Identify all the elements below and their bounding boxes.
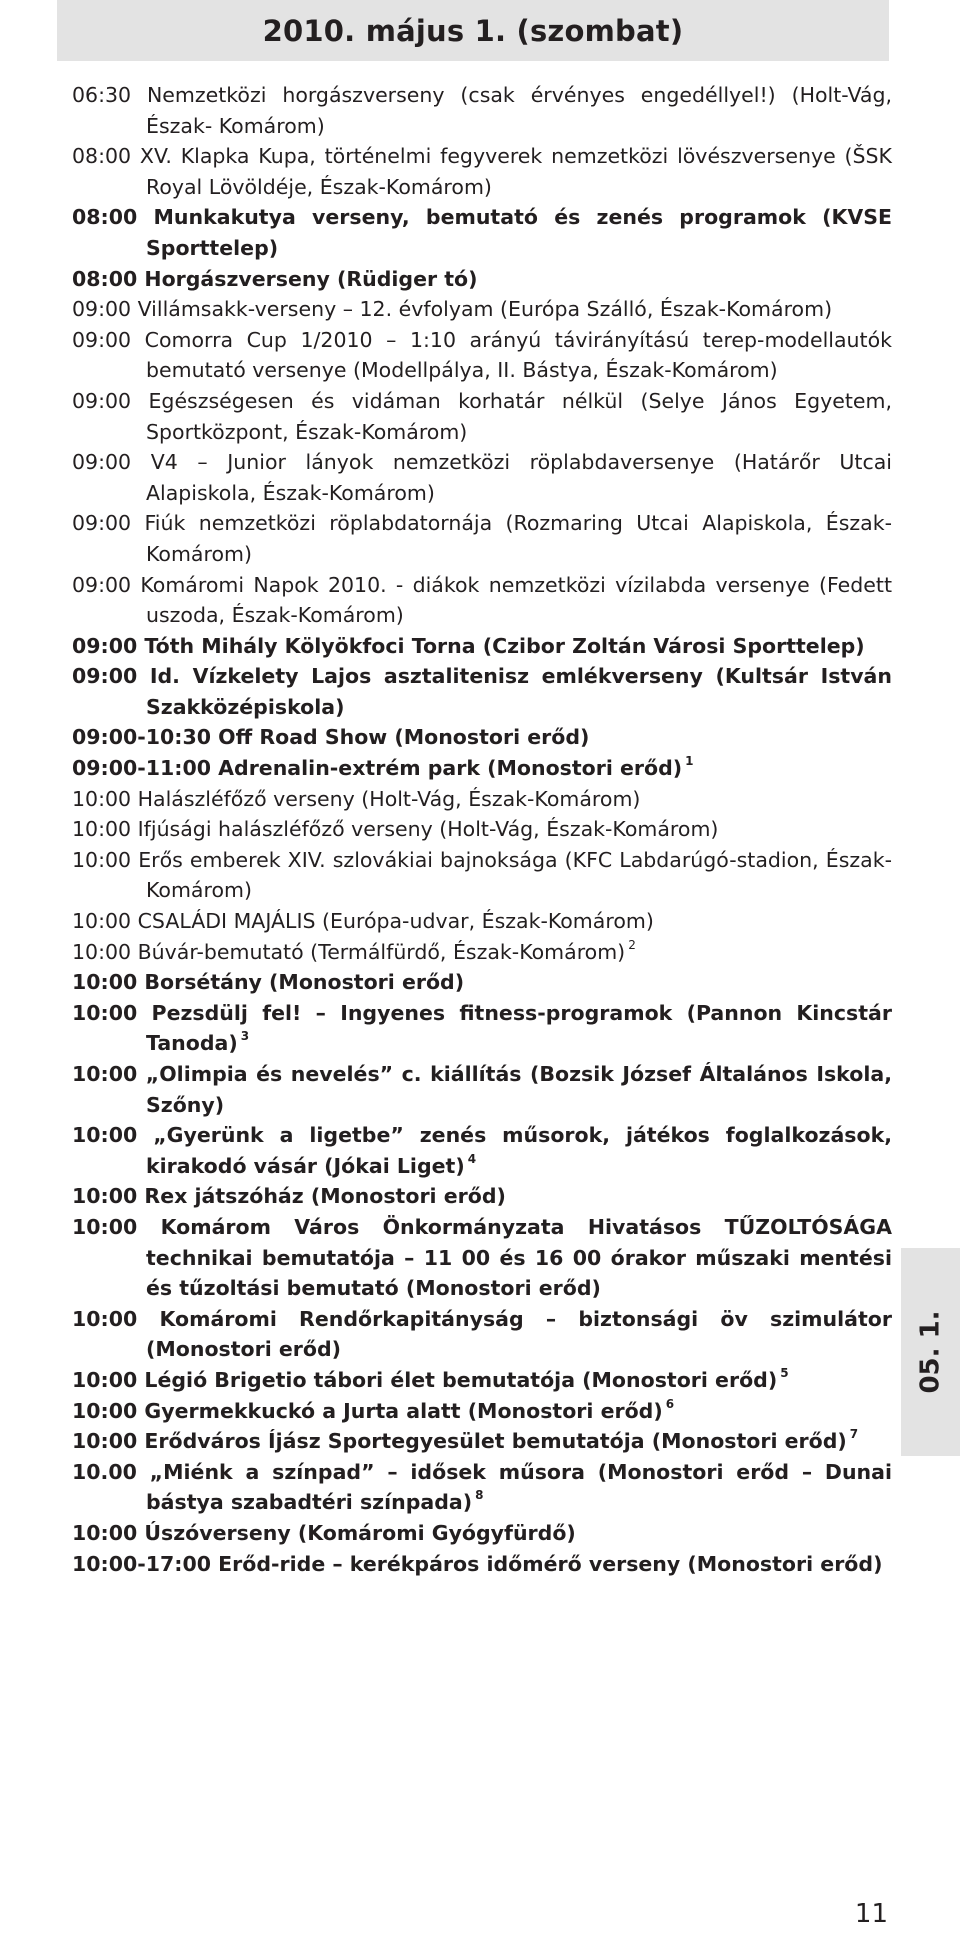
event-time: 10:00-17:00	[72, 1551, 212, 1576]
event-description: Adrenalin-extrém park (Monostori erőd)	[218, 756, 683, 781]
event-item	[72, 1304, 892, 1365]
event-description: „Miénk a színpad” – idősek műsora (Monostori erőd – Dunai bástya szabadtéri színpada)	[146, 1459, 892, 1515]
event-description: Erős emberek XIV. szlovákiai bajnoksága (KFC Labdarúgó-stadion, Észak-Komárom)	[138, 847, 892, 903]
footnote-marker: 2	[628, 937, 636, 952]
event-description: Tóth Mihály Kölyökfoci Torna (Czibor Zoltán Városi Sporttelep)	[144, 633, 865, 658]
footnote-marker: 7	[849, 1427, 859, 1442]
event-time: 10:00	[72, 1000, 138, 1025]
event-item	[72, 967, 892, 998]
event-time: 09:00	[72, 297, 132, 322]
event-item	[72, 1549, 892, 1580]
event-item	[72, 570, 892, 631]
event-description: V4 – Junior lányok nemzetközi röplabdaversenye (Határőr Utcai Alapiskola, Észak-Komárom)	[146, 450, 892, 505]
event-item	[72, 1059, 892, 1120]
event-time: 10:00	[72, 1214, 138, 1239]
footnote-marker: 1	[685, 754, 694, 769]
footnote-marker: 3	[240, 1029, 250, 1044]
event-time: 10:00	[72, 1398, 138, 1423]
event-item	[72, 631, 892, 662]
event-time: 09:00	[72, 572, 132, 597]
page-number: 11	[854, 1899, 888, 1929]
event-item	[72, 998, 892, 1059]
event-description: Úszóverseny (Komáromi Gyógyfürdő)	[144, 1520, 576, 1545]
event-time: 10:00	[72, 1367, 138, 1392]
event-time: 10:00	[72, 909, 132, 934]
event-description: Ifjúsági halászléfőző verseny (Holt-Vág, Észak-Komárom)	[137, 817, 719, 842]
event-description: Komáromi Napok 2010. - diákok nemzetközi vízilabda versenye (Fedett uszoda, Észak-Komárom)	[140, 572, 892, 628]
event-description: Off Road Show (Monostori erőd)	[218, 725, 590, 750]
event-item	[72, 141, 892, 202]
event-item	[72, 722, 892, 753]
event-time: 10:00	[72, 1184, 138, 1209]
event-time: 06:30	[72, 83, 132, 107]
event-time: 09:00	[72, 633, 138, 658]
event-time: 10:00	[72, 939, 132, 964]
event-item	[72, 1120, 892, 1181]
event-item	[72, 845, 892, 906]
event-time: 09:00	[72, 450, 132, 475]
event-description: Comorra Cup 1/2010 – 1:10 arányú távirányítású terep-modellautók bemutató versenye (Modellpálya, II. Bástya, Észak-Komárom)	[144, 327, 892, 383]
event-item	[72, 906, 892, 937]
footnote-marker: 8	[475, 1488, 484, 1503]
event-time: 10:00	[72, 786, 132, 811]
event-description: XV. Klapka Kupa, történelmi fegyverek nemzetközi lövészversenye (ŠSK Royal Lövöldéje, Észak-Komárom)	[139, 144, 892, 199]
event-item	[72, 937, 892, 968]
event-description: Rex játszóház (Monostori erőd)	[144, 1184, 506, 1209]
event-item	[72, 80, 892, 141]
event-item	[72, 1426, 892, 1457]
date-header-title: 2010. május 1. (szombat)	[262, 13, 684, 48]
event-description: Nemzetközi horgászverseny (csak érvényes engedéllyel!) (Holt-Vág, Észak- Komárom)	[146, 83, 892, 138]
event-item	[72, 661, 892, 722]
event-time: 10.00	[72, 1459, 137, 1484]
event-time: 08:00	[72, 144, 132, 169]
event-description: Halászléfőző verseny (Holt-Vág, Észak-Komárom)	[137, 786, 641, 811]
event-description: „Olimpia és nevelés” c. kiállítás (Bozsik József Általános Iskola, Szőny)	[145, 1062, 892, 1117]
event-description: Erődváros Íjász Sportegyesület bemutatója (Monostori erőd)	[144, 1429, 847, 1454]
event-item	[72, 1457, 892, 1518]
event-time: 10:00	[72, 1123, 138, 1148]
event-item	[72, 447, 892, 508]
event-time: 10:00	[72, 847, 132, 872]
event-item	[72, 294, 892, 325]
date-side-tab-label: 05. 1.	[915, 1310, 946, 1394]
event-description: Villámsakk-verseny – 12. évfolyam (Európa Szálló, Észak-Komárom)	[137, 297, 833, 322]
event-description: CSALÁDI MAJÁLIS (Európa-udvar, Észak-Komárom)	[137, 909, 654, 934]
event-description: Gyermekkuckó a Jurta alatt (Monostori erőd)	[144, 1398, 663, 1423]
event-item	[72, 1212, 892, 1304]
event-item	[72, 202, 892, 263]
event-description: Horgászverseny (Rüdiger tó)	[144, 266, 478, 291]
event-time: 09:00	[72, 388, 132, 413]
event-description: Munkakutya verseny, bemutató és zenés programok (KVSE Sporttelep)	[146, 205, 892, 260]
event-item	[72, 508, 892, 569]
date-header	[57, 0, 889, 61]
event-item	[72, 784, 892, 815]
event-time: 09:00	[72, 664, 138, 689]
event-description: Komárom Város Önkormányzata Hivatásos TŰZOLTÓSÁGA technikai bemutatója – 11 00 és 16 00 órakor műszaki mentési és tűzoltási bemutató (Monostori erőd)	[146, 1214, 892, 1301]
event-time: 09:00-10:30	[72, 725, 212, 750]
event-description: Fiúk nemzetközi röplabdatornája (Rozmaring Utcai Alapiskola, Észak-Komárom)	[144, 511, 892, 566]
event-time: 10:00	[72, 1429, 138, 1454]
footnote-marker: 5	[780, 1365, 789, 1380]
event-time: 10:00	[72, 817, 132, 842]
event-description: Borsétány (Monostori erőd)	[144, 970, 465, 995]
footnote-marker: 6	[665, 1396, 675, 1411]
event-item	[72, 325, 892, 386]
event-item	[72, 1396, 892, 1427]
event-item	[72, 1518, 892, 1549]
event-time: 09:00-11:00	[72, 756, 212, 781]
event-time: 10:00	[72, 1520, 138, 1545]
event-description: Id. Vízkelety Lajos asztalitenisz emlékverseny (Kultsár István Szakközépiskola)	[146, 664, 892, 719]
event-item	[72, 264, 892, 295]
event-time: 10:00	[72, 970, 138, 995]
event-description: Egészségesen és vidáman korhatár nélkül (Selye János Egyetem, Sportközpont, Észak-Komárom)	[146, 388, 892, 444]
event-time: 08:00	[72, 266, 138, 291]
event-description: Erőd-ride – kerékpáros időmérő verseny (Monostori erőd)	[218, 1551, 883, 1576]
event-time: 09:00	[72, 327, 132, 352]
event-description: Légió Brigetio tábori élet bemutatója (Monostori erőd)	[144, 1367, 778, 1392]
event-description: Komáromi Rendőrkapitányság – biztonsági öv szimulátor (Monostori erőd)	[146, 1306, 892, 1362]
footnote-marker: 4	[467, 1151, 477, 1166]
event-description: „Gyerünk a ligetbe” zenés műsorok, játékos foglalkozások, kirakodó vásár (Jókai Liget)	[146, 1123, 892, 1178]
event-list	[72, 80, 892, 1579]
event-time: 10:00	[72, 1306, 138, 1331]
event-item	[72, 1365, 892, 1396]
event-description: Pezsdülj fel! – Ingyenes fitness-programok (Pannon Kincstár Tanoda)	[146, 1000, 892, 1056]
event-item	[72, 753, 892, 784]
date-side-tab	[901, 1248, 960, 1456]
event-description: Búvár-bemutató (Termálfürdő, Észak-Komárom)	[137, 939, 626, 964]
event-time: 09:00	[72, 511, 132, 536]
event-item	[72, 1181, 892, 1212]
event-time: 10:00	[72, 1062, 138, 1086]
event-item	[72, 386, 892, 447]
event-item	[72, 814, 892, 845]
event-time: 08:00	[72, 205, 138, 230]
